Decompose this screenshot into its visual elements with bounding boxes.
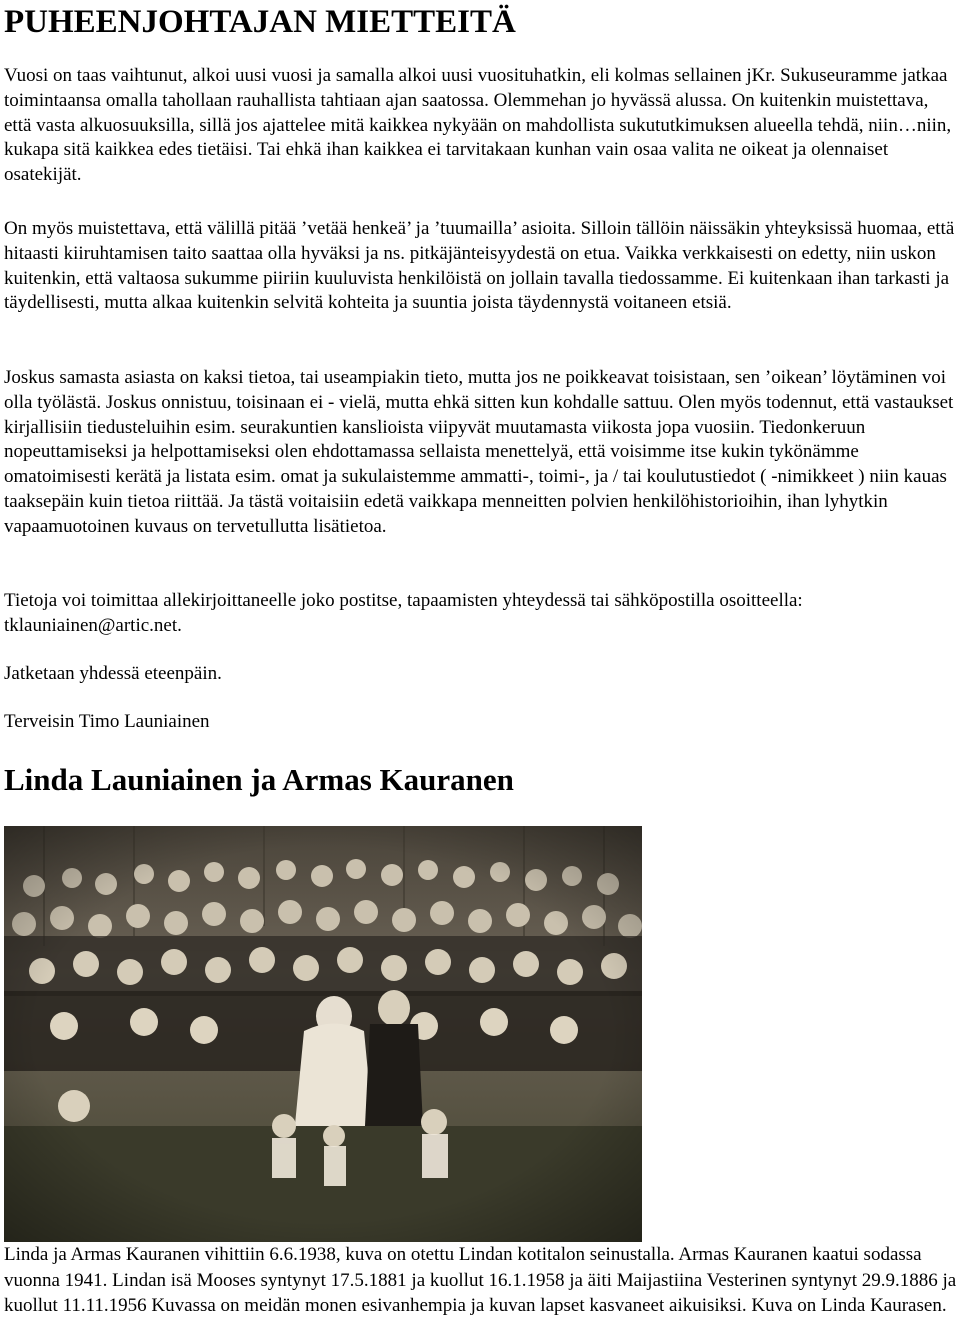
paragraph-closing: Jatketaan yhdessä eteenpäin.: [4, 663, 222, 684]
paragraph-information: Joskus samasta asiasta on kaksi tietoa, tai useampiakin tieto, mutta jos ne poikkeavat toisistaan, sen ’oikean’ löytäminen voi olla työlästä. Joskus onnistuu, toisinaan ei - vielä, mutta ehkä sitten kun kohdalle sattuu. Olen myös todennut, että vastaukset kirjallisiin tiedusteluihin esim. seurakuntien kanslioista viipyvät muutamasta viikosta jopa vuosiin. Tiedonkeruun nopeuttamiseksi ja helpottamiseksi olen ehdottamassa sellaista menettelyä, että voisimme itse kukin tykönämme omatoimisesti kerätä ja listata esim. omat ja sukulaistemme ammatti-, toimi-, ja / tai koulutustiedot ( -nimikkeet ) niin kauas taaksepäin kuin tietoa riittää. Ja tästä voitaisiin edetä vaikkapa menneitten polvien henkilöhistorioihin, ihan lyhytkin vapaamuotoinen kuvaus on tervetullutta lisätietoa.: [4, 367, 954, 537]
section-title: Linda Launiainen ja Armas Kauranen: [4, 762, 514, 797]
signature: Terveisin Timo Launiainen: [4, 711, 210, 732]
paragraph-intro: Vuosi on taas vaihtunut, alkoi uusi vuosi ja samalla alkoi uusi vuosituhatkin, eli kolmas sellainen jKr. Sukuseuramme jatkaa toimintaansa omalla tahollaan rauhallista tahtiaan ajan saatossa. Olemmehan jo hyvässä alussa. On kuitenkin muistettava, että vasta alkuosuuksilla, sillä jos ajattelee mitä kaikkea nykyään on mahdollista sukututkimuksen alueella tehdä, niin…niin, kukapa sitä kaikkea edes tietäisi. Tai ehkä ihan kaikkea ei tarvitakaan kunhan vain osaa valita ne oikeat ja olennaiset osatekijät.: [4, 65, 952, 186]
paragraph-contact: Tietoja voi toimittaa allekirjoittaneelle joko postitse, tapaamisten yhteydessä tai sähköpostilla osoitteella: tklauniainen@artic.net.: [4, 590, 803, 636]
page-title: PUHEENJOHTAJAN MIETTEITÄ: [4, 4, 516, 40]
wedding-group-photo: [4, 826, 642, 1242]
paragraph-patience: On myös muistettava, että välillä pitää ’vetää henkeä’ ja ’tuumailla’ asioita. Silloin tällöin näissäkin yhteyksissä huomaa, että hitaasti kiiruhtamisen taito saattaa olla hyväksi ja ns. pitkäjänteisyydestä on etua. Vaikka verkkaisesti on edetty, niin uskon kuitenkin, että valtaosa sukumme piiriin kuuluvista henkilöistä on jollain tavalla tiedossamme. Ei kuitenkaan ihan tarkasti ja täydellisesti, mutta alkaa kuitenkin selvitä kohteita ja suuntia joista täydennystä voitaneen etsiä.: [4, 218, 955, 314]
photo-caption: Linda ja Armas Kauranen vihittiin 6.6.1938, kuva on otettu Lindan kotitalon seinustalla. Armas Kauranen kaatui sodassa vuonna 1941. Lindan isä Mooses syntynyt 17.5.1881 ja kuollut 16.1.1958 ja äiti Maijastiina Vesterinen syntynyt 29.9.1886 ja kuollut 11.11.1956 Kuvassa on meidän monen esivanhempia ja kuvan lapset kasvaneet aikuisiksi. Kuva on Linda Kaurasen.: [4, 1244, 957, 1316]
